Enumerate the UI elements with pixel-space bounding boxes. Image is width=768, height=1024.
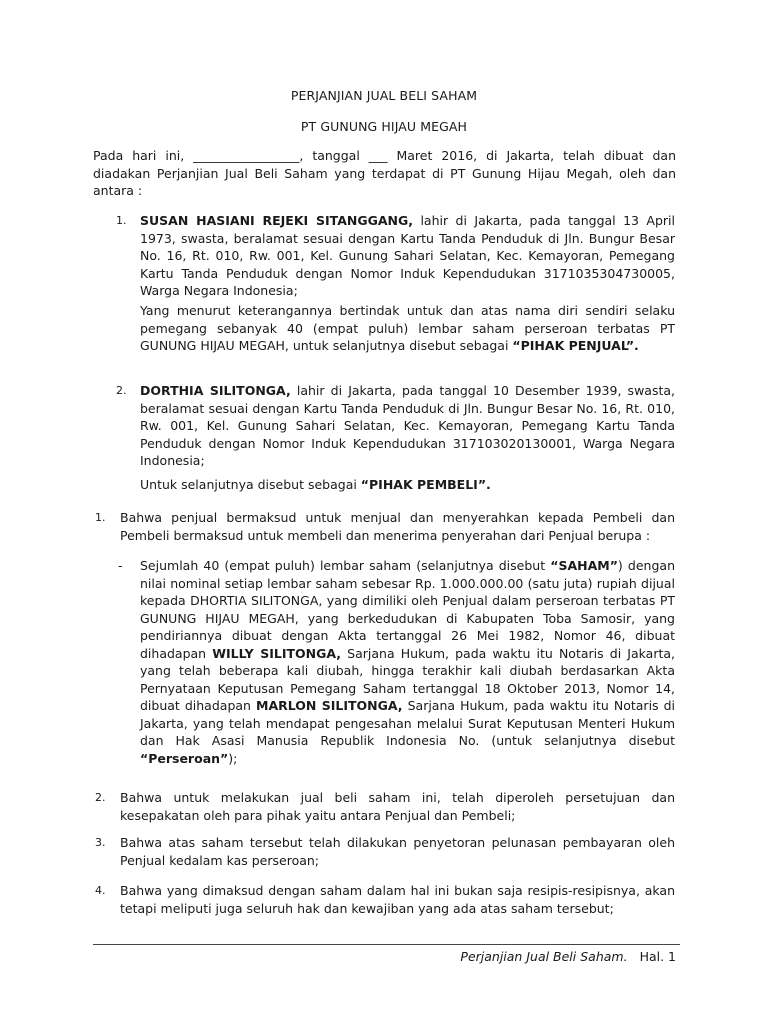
footer-divider (93, 944, 680, 945)
footer-document-name: Perjanjian Jual Beli Saham. (460, 949, 628, 964)
share-term: “SAHAM” (550, 558, 618, 573)
party-buyer-identity (140, 382, 675, 470)
party-buyer-role (140, 476, 675, 494)
recital-number: 1. (95, 511, 106, 524)
share-text: Sarjana Hukum, pada waktu itu Notaris di Jakarta, yang telah mendapat pengesahan melalui Surat Keputusan Menteri Hukum dan Hak Asasi Manusia Republik Indonesia No. (untuk selanjutnya disebut (140, 698, 676, 748)
party-details: lahir di Jakarta, pada tanggal 10 Desember 1939, swasta, beralamat sesuai dengan Kartu Tanda Penduduk di Jln. Bungur Besar No. 16, Rt. 010, Rw. 001, Kel. Gunung Sahari Selatan, Kec. Kemayoran, Pemegang Kartu Tanda Penduduk dengan Nomor Induk Kependudukan 317103020130001, Warga Negara Indonesia; (140, 383, 675, 468)
notary-name: MARLON SILITONGA, (256, 698, 403, 713)
party-name: DORTHIA SILITONGA, (140, 383, 291, 398)
party-seller-role (140, 302, 675, 355)
share-text: ) dengan nilai nominal setiap lembar saham sebesar Rp. 1.000.000.00 (satu juta) rupiah dijual kepada DHORTIA SILITONGA, yang dimiliki oleh Penjual dalam perseroan terbatas PT GUNUNG HIJAU MEGAH, yang berkedudukan di Kabupaten Toba Samosir, yang pendiriannya dibuat dengan Akta tertanggal 26 Mei 1982, Nomor 46, dibuat dihadapan (140, 558, 675, 661)
company-term: “Perseroan” (140, 750, 229, 766)
party-number: 1. (116, 214, 127, 227)
document-title: PERJANJIAN JUAL BELI SAHAM (290, 88, 478, 103)
notary-name: WILLY SILITONGA, (212, 645, 342, 661)
role-text: Yang menurut keterangannya bertindak untuk dan atas nama diri sendiri selaku pemegang sebanyak 40 (empat puluh) lembar saham perseroan terbatas PT GUNUNG HIJAU MEGAH, untuk selanjutnya disebut sebagai (140, 303, 675, 353)
party-details: lahir di Jakarta, pada tanggal 13 April 1973, swasta, beralamat sesuai dengan Kartu Tanda Penduduk di Jln. Bungur Besar No. 16, Rt. 010, Rw. 001, Kel. Gunung Sahari Selatan, Kec. Kemayoran, Pemegang Kartu Tanda Penduduk dengan Nomor Induk Kependudukan 3171035304730005, Warga Negara Indonesia; (140, 213, 675, 298)
share-text: ); (228, 750, 238, 766)
recital-text: Bahwa untuk melakukan jual beli saham ini, telah diperoleh persetujuan dan kesepakatan oleh para pihak yaitu antara Penjual dan Pembeli; (120, 790, 675, 823)
page-footer (460, 949, 676, 964)
recital-number: 2. (95, 791, 106, 804)
role-text: Untuk selanjutnya disebut sebagai (140, 477, 361, 492)
party-seller-identity (140, 212, 675, 300)
recital-text: Bahwa penjual bermaksud untuk menjual dan menyerahkan kepada Pembeli dan Pembeli bermaksud untuk membeli dan menerima penyerahan dari Penjual berupa : (120, 510, 675, 543)
recital-number: 4. (95, 884, 106, 897)
recital-number: 3. (95, 836, 106, 849)
share-description (140, 557, 675, 767)
party-name: SUSAN HASIANI REJEKI SITANGGANG, (140, 213, 414, 228)
role-label: “PIHAK PEMBELI”. (360, 477, 491, 492)
intro-paragraph: Pada hari ini, _________________, tanggal ___ Maret 2016, di Jakarta, telah dibuat dan diadakan Perjanjian Jual Beli Saham yang terdapat di PT Gunung Hijau Megah, oleh dan antara : (93, 148, 676, 198)
share-text: Sarjana Hukum, pada waktu itu Notaris di Jakarta, yang telah beberapa kali diubah, hingga terakhir kali diubah berdasarkan Akta Pernyataan Keputusan Pemegang Saham tertanggal 18 Oktober 2013, Nomor 14, dibuat dihadapan (140, 645, 675, 713)
share-text: Sejumlah 40 (empat puluh) lembar saham (selanjutnya disebut (140, 558, 551, 573)
bullet-dash: - (118, 558, 123, 573)
role-label: “PIHAK PENJUAL”. (512, 338, 639, 353)
company-subtitle: PT GUNUNG HIJAU MEGAH (300, 119, 468, 134)
footer-page-number: Hal. 1 (639, 949, 676, 964)
party-number: 2. (116, 384, 127, 397)
recital-text: Bahwa yang dimaksud dengan saham dalam hal ini bukan saja resipis-resipisnya, akan tetapi meliputi juga seluruh hak dan kewajiban yang ada atas saham tersebut; (120, 883, 675, 916)
recital-text: Bahwa atas saham tersebut telah dilakukan penyetoran pelunasan pembayaran oleh Penjual kedalam kas perseroan; (120, 835, 675, 868)
